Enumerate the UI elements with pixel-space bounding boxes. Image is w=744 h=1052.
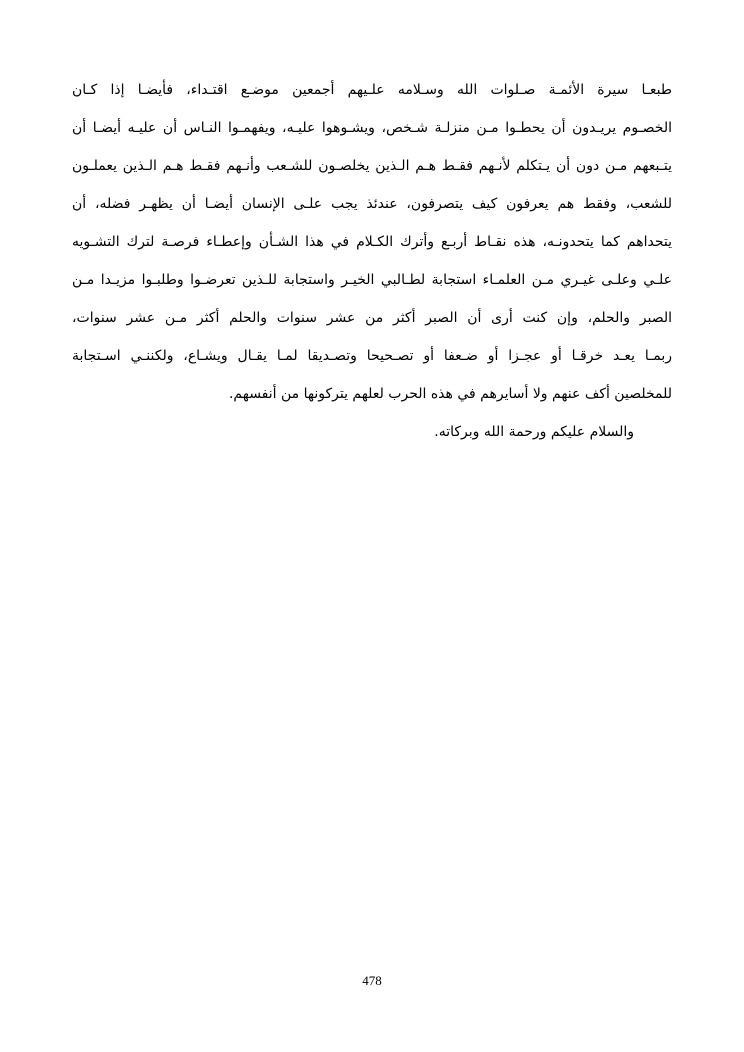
- paragraph-line-6: علـي وعلـى غيـري مـن العلمـاء استجابة لطـالبي الخيـر واستجابة للـذين تعرضـوا وطلبـوا مزيـدا مـن: [72, 272, 672, 288]
- closing-salutation: والسلام عليكم ورحمة الله وبركاته.: [434, 424, 634, 440]
- paragraph-line-4: للشعب، وفقط هم يعرفون كيف يتصرفون، عندئذ يجب علـى الإنسان أيضـا أن يظهـر فضله، أن: [72, 196, 672, 212]
- paragraph-line-3: يتـبعهم مـن دون أن يـتكلم لأنـهم فقـط هـم الـذين يخلصـون للشـعب وأنـهم فقـط هـم الـذين يعملـون: [72, 158, 672, 174]
- paragraph-line-5: يتحداهم كما يتحدونـه، هذه نقـاط أربـع وأترك الكـلام في هذا الشـأن وإعطـاء فرصـة لترك التشـويه: [72, 234, 672, 250]
- paragraph-line-1: طبعـا سيرة الأئمـة صـلوات الله وسـلامه علـيهم أجمعين موضـع اقتـداء، فأيضـا إذا كـان: [72, 82, 672, 98]
- page-number: 478: [362, 973, 382, 988]
- paragraph-line-9: للمخلصين أكف عنهم ولا أسايرهم في هذه الحرب لعلهم يتركونها من أنفسهم.: [228, 386, 672, 402]
- paragraph-line-7: الصبر والحلم، وإن كنت أرى أن الصبر أكثر من عشر سنوات والحلم أكثر مـن عشر سنوات،: [72, 310, 672, 326]
- body-text: [72, 72, 672, 452]
- paragraph-line-8: ربمـا يعـد خرقـا أو عجـزا أو ضـعفا أو تصـحيحا وتصـديقا لمـا يقـال ويشـاع، ولكننـي اسـتجابة: [72, 348, 672, 364]
- paragraph-line-2: الخصـوم يريـدون أن يحطـوا مـن منزلـة شـخص، ويشـوهوا عليـه، ويفهمـوا النـاس أن عليـه أيضـا أن: [72, 120, 672, 136]
